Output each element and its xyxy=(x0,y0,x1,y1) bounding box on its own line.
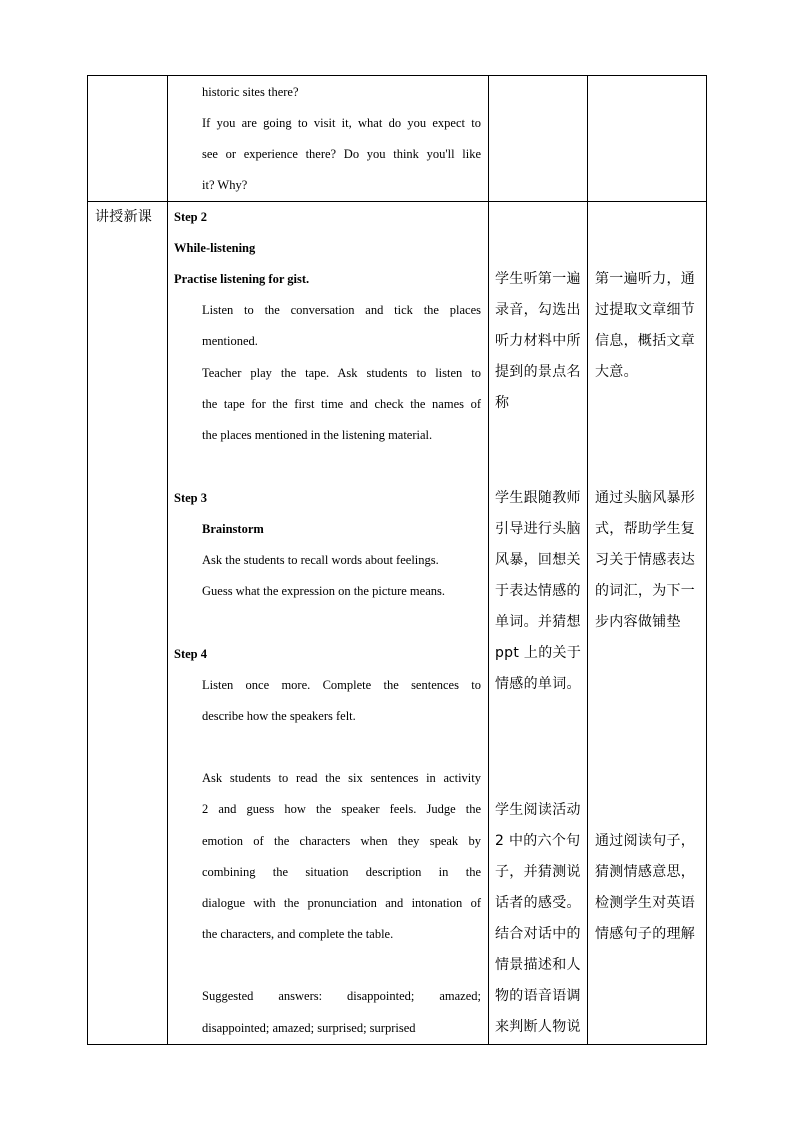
procedure-line: Ask the students to recall words about feelings. xyxy=(202,553,439,567)
table-border-bottom xyxy=(87,1044,707,1045)
table-column-divider xyxy=(587,75,588,1045)
procedure-line: it? Why? xyxy=(202,178,248,192)
step-subtitle: While-listening xyxy=(174,241,256,255)
purpose-line: 式，帮助学生复 xyxy=(595,521,696,537)
student-activity-line: 学生听第一遍 xyxy=(495,271,581,287)
procedure-line: Ask students to read the six sentences in activity xyxy=(202,771,481,785)
section-label: 讲授新课 xyxy=(95,209,153,225)
student-activity-line: 单词。并猜想 xyxy=(495,614,581,630)
procedure-line: Listen to the conversation and tick the places xyxy=(202,303,481,317)
step-heading: Brainstorm xyxy=(202,522,264,536)
student-activity-line: 2 中的六个句 xyxy=(495,833,581,849)
student-activity-line: 来判断人物说 xyxy=(495,1019,581,1035)
purpose-line: 第一遍听力，通 xyxy=(595,271,696,287)
procedure-line: dialogue with the pronunciation and intonation of xyxy=(202,896,481,910)
procedure-line: 2 and guess how the speaker feels. Judge the xyxy=(202,802,481,816)
student-activity-line: 提到的景点名 xyxy=(495,364,581,380)
step-title: Step 2 xyxy=(174,210,207,224)
purpose-line: 通过阅读句子， xyxy=(595,833,696,849)
procedure-line: Listen once more. Complete the sentences to xyxy=(202,678,481,692)
student-activity-step2 xyxy=(495,264,581,419)
step-heading: Practise listening for gist. xyxy=(174,272,310,286)
procedure-line: see or experience there? Do you think you'll like xyxy=(202,147,481,161)
purpose-line: 习关于情感表达 xyxy=(595,552,696,568)
table-column-divider xyxy=(167,75,168,1045)
procedure-line: historic sites there? xyxy=(202,85,299,99)
procedure-line: emotion of the characters when they speak by xyxy=(202,834,481,848)
student-activity-line: 学生跟随教师 xyxy=(495,490,581,506)
purpose-line: 猜测情感意思， xyxy=(595,864,696,880)
table-row-divider xyxy=(87,201,707,202)
student-activity-line: 称 xyxy=(495,395,510,411)
procedure-line: describe how the speakers felt. xyxy=(202,709,356,723)
student-activity-step3 xyxy=(495,483,581,700)
table-column-divider xyxy=(488,75,489,1045)
procedure-line: the tape for the first time and check the names of xyxy=(202,397,481,411)
student-activity-line: 话者的感受。 xyxy=(495,895,581,911)
student-activity-line: 学生阅读活动 xyxy=(495,802,581,818)
student-activity-line: 听力材料中所 xyxy=(495,333,581,349)
student-activity-line: 引导进行头脑 xyxy=(495,521,581,537)
student-activity-line: 风暴，回想关 xyxy=(495,552,581,568)
table-border-left xyxy=(87,75,88,1045)
purpose-line: 情感句子的理解 xyxy=(595,926,696,942)
purpose-step4 xyxy=(595,826,703,950)
student-activity-line: 结合对话中的 xyxy=(495,926,581,942)
procedure-line: mentioned. xyxy=(202,334,258,348)
purpose-line: 通过头脑风暴形 xyxy=(595,490,696,506)
student-activity-line: 情感的单词。 xyxy=(495,676,581,692)
purpose-line: 的词汇，为下一 xyxy=(595,583,696,599)
table-border-right xyxy=(706,75,707,1045)
procedure-line: the places mentioned in the listening material. xyxy=(202,428,433,442)
purpose-line: 大意。 xyxy=(595,364,638,380)
student-activity-line: 于表达情感的 xyxy=(495,583,581,599)
purpose-step3 xyxy=(595,483,703,638)
procedure-line: combining the situation description in the xyxy=(202,865,481,879)
procedure-line: Teacher play the tape. Ask students to listen to xyxy=(202,366,481,380)
suggested-answers-line: disappointed; amazed; surprised; surprised xyxy=(202,1021,416,1035)
student-activity-line: 情景描述和人 xyxy=(495,957,581,973)
purpose-line: 过提取文章细节 xyxy=(595,302,696,318)
step-title: Step 4 xyxy=(174,647,207,661)
procedure-line: If you are going to visit it, what do you expect to xyxy=(202,116,481,130)
student-activity-line: 物的语音语调 xyxy=(495,988,581,1004)
purpose-line: 检测学生对英语 xyxy=(595,895,696,911)
student-activity-line: 子，并猜测说 xyxy=(495,864,581,880)
table-border-top xyxy=(87,75,707,76)
purpose-step2 xyxy=(595,264,703,388)
step-title: Step 3 xyxy=(174,491,207,505)
procedure-line: Guess what the expression on the picture means. xyxy=(202,584,445,598)
student-activity-line: 录音，勾选出 xyxy=(495,302,581,318)
student-activity-step4 xyxy=(495,795,581,1043)
purpose-line: 信息，概括文章 xyxy=(595,333,696,349)
purpose-line: 步内容做铺垫 xyxy=(595,614,681,630)
suggested-answers-line: Suggested answers: disappointed; amazed; xyxy=(202,989,481,1003)
procedure-line: the characters, and complete the table. xyxy=(202,927,394,941)
student-activity-line: ppt 上的关于 xyxy=(495,645,582,661)
